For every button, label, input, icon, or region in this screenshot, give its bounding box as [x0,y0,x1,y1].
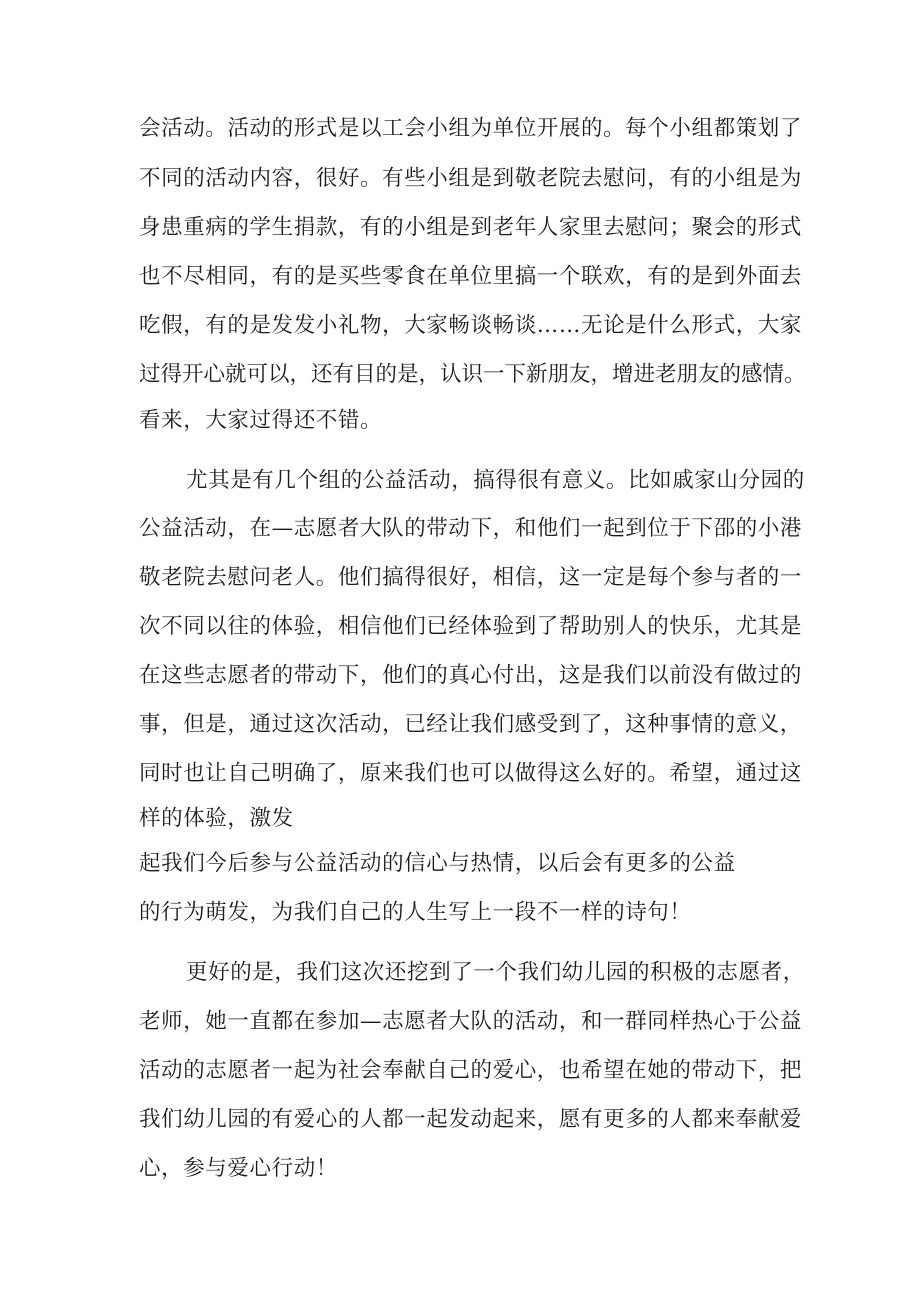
text-line: 活动的志愿者一起为社会奉献自己的爱心，也希望在她的带动下，把 [139,1058,803,1083]
text-line: 同时也让自己明确了，原来我们也可以做得这么好的。希望，通过这 [139,761,803,786]
text-line: 不同的活动内容，很好。有些小组是到敬老院去慰问，有的小组是为 [139,166,803,191]
text-line: 事，但是，通过这次活动，已经让我们感受到了，这种事情的意义， [139,712,803,737]
text-line: 更好的是，我们这次还挖到了一个我们幼儿园的积极的志愿者， [186,960,805,985]
text-line: 心，参与爱心行动！ [139,1156,338,1181]
text-line: 会活动。活动的形式是以工会小组为单位开展的。每个小组都策划了 [139,116,803,141]
text-line: 身患重病的学生捐款，有的小组是到老年人家里去慰问；聚会的形式 [139,215,803,240]
text-line: 的行为萌发，为我们自己的人生写上一段不一样的诗句！ [139,900,692,925]
text-line: 过得开心就可以，还有目的是，认识一下新朋友，增进老朋友的感情。 [139,362,806,387]
text-line: 样的体验，激发 [139,806,294,831]
text-line: 起我们今后参与公益活动的信心与热情，以后会有更多的公益 [139,851,736,876]
text-line: 敬老院去慰问老人。他们搞得很好，相信，这一定是每个参与者的一 [139,565,803,590]
text-line: 公益活动，在—志愿者大队的带动下，和他们一起到位于下邵的小港 [139,516,803,541]
text-line: 尤其是有几个组的公益活动，搞得很有意义。比如戚家山分园的 [186,468,805,493]
text-line: 我们幼儿园的有爱心的人都一起发动起来，愿有更多的人都来奉献爱 [139,1107,803,1132]
text-line: 也不尽相同，有的是买些零食在单位里搞一个联欢，有的是到外面去 [139,264,803,289]
text-line: 在这些志愿者的带动下，他们的真心付出，这是我们以前没有做过的 [139,663,803,688]
text-line: 吃假，有的是发发小礼物，大家畅谈畅谈……无论是什么形式，大家 [139,313,803,338]
text-line: 次不同以往的体验，相信他们已经体验到了帮助别人的快乐，尤其是 [139,614,803,639]
text-line: 老师，她一直都在参加—志愿者大队的活动，和一群同样热心于公益 [139,1009,803,1034]
text-line: 看来，大家过得还不错。 [139,408,383,433]
